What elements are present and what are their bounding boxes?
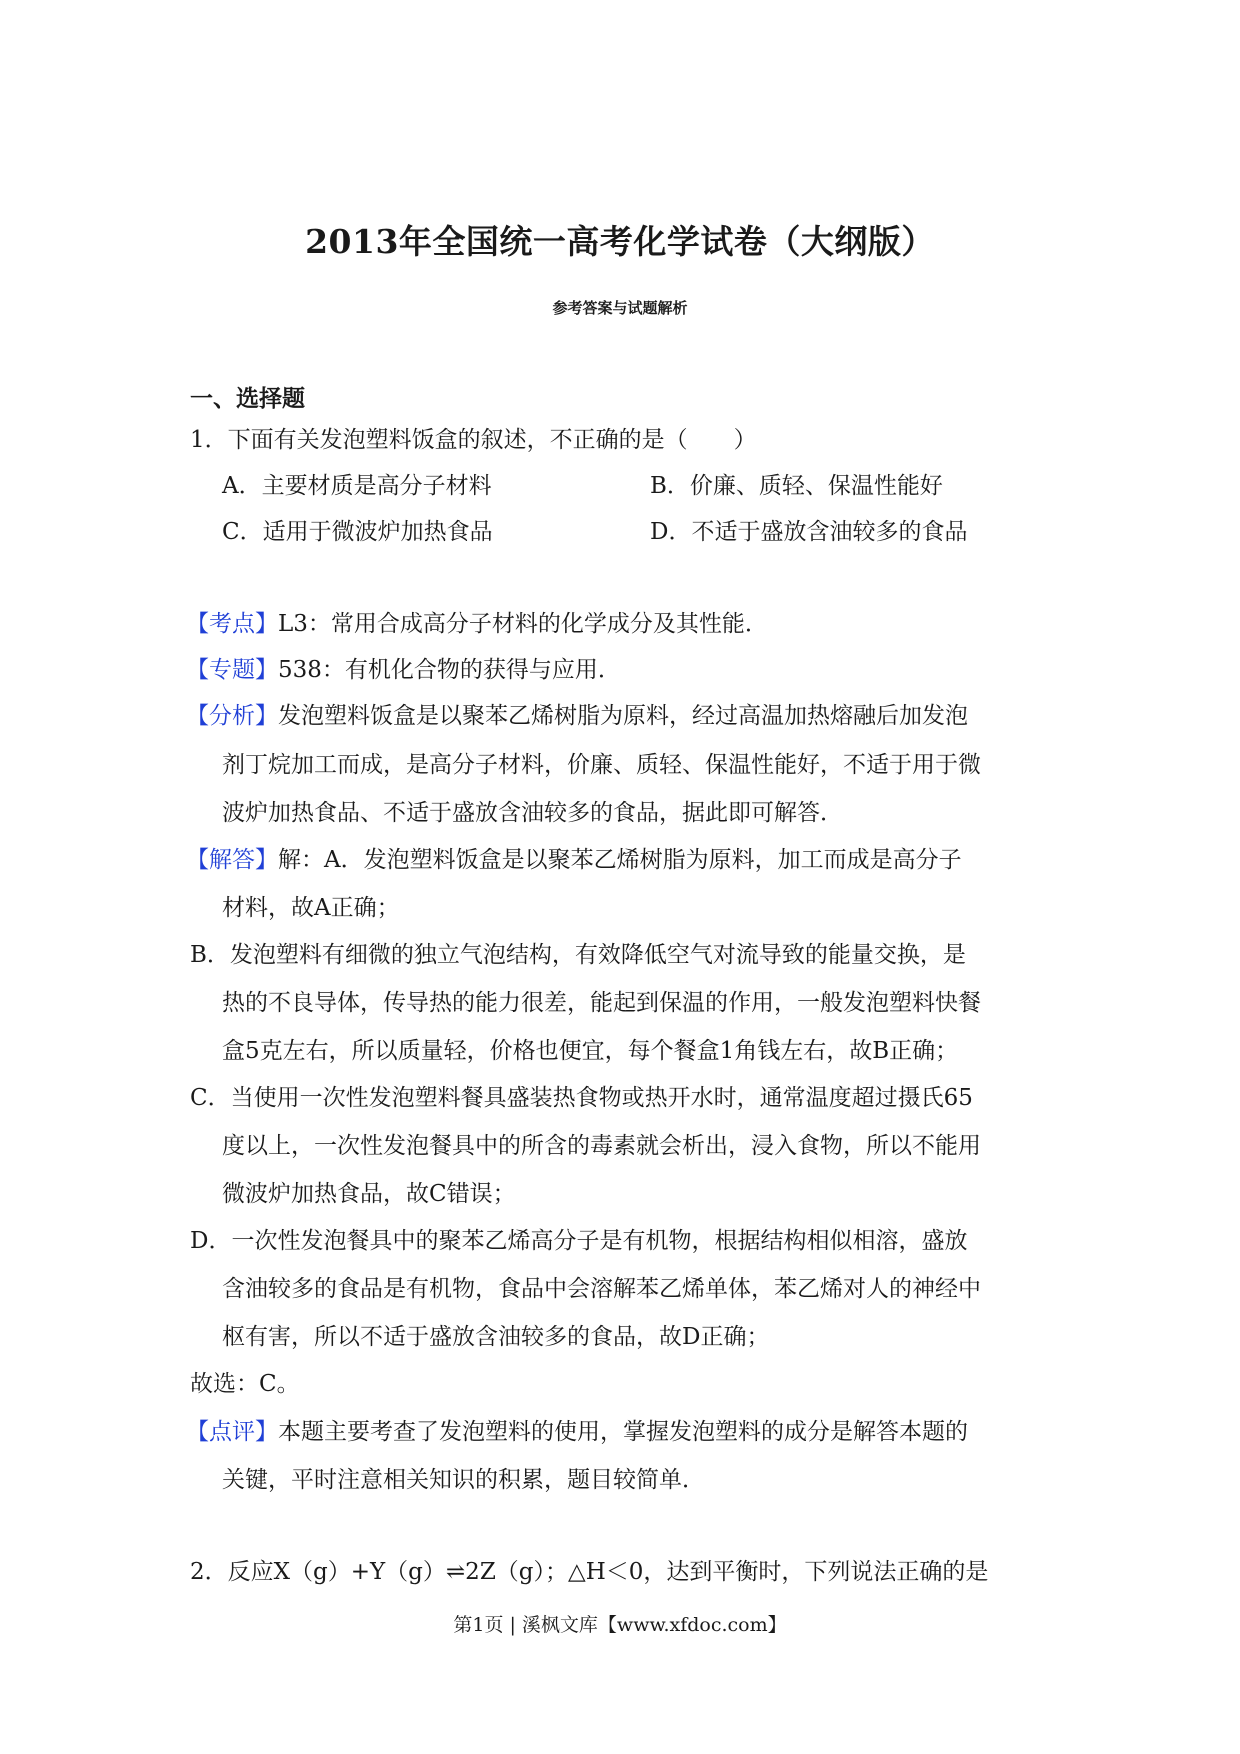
- kaodian-tag: 【考点】: [186, 611, 278, 637]
- jieda-text-line-3: B．发泡塑料有细微的独立气泡结构，有效降低空气对流导致的能量交换，是: [190, 942, 966, 968]
- page-subtitle: 参考答案与试题解析: [552, 299, 688, 317]
- jieda-text-line-1: 解：A．发泡塑料饭盒是以聚苯乙烯树脂为原料，加工而成是高分子: [278, 847, 962, 873]
- fenxi-text-line-3: 波炉加热食品、不适于盛放含油较多的食品，据此即可解答．: [222, 800, 843, 826]
- jieda-text-line-7: 度以上，一次性发泡餐具中的所含的毒素就会析出，浸入食物，所以不能用: [222, 1133, 981, 1159]
- question-1-option-b: B．价廉、质轻、保温性能好: [650, 473, 943, 499]
- jieda-text-line-10: 含油较多的食品是有机物，食品中会溶解苯乙烯单体，苯乙烯对人的神经中: [222, 1276, 981, 1302]
- question-1-option-d: D．不适于盛放含油较多的食品: [650, 519, 968, 545]
- zhuanti-row: [186, 655, 621, 685]
- fenxi-tag: 【分析】: [186, 703, 278, 729]
- question-1-stem: 1．下面有关发泡塑料饭盒的叙述，不正确的是（ ）: [190, 427, 757, 453]
- dianping-text-line-2: 关键，平时注意相关知识的积累，题目较简单．: [222, 1467, 705, 1493]
- jieda-text-line-4: 热的不良导体，传导热的能力很差，能起到保温的作用，一般发泡塑料快餐: [222, 990, 981, 1016]
- dianping-row: [186, 1417, 968, 1447]
- jieda-text-line-8: 微波炉加热食品，故C错误；: [222, 1181, 516, 1207]
- kaodian-row: [186, 609, 768, 639]
- jieda-conclusion: 故选：C。: [190, 1371, 300, 1397]
- fenxi-text-line-1: 发泡塑料饭盒是以聚苯乙烯树脂为原料，经过高温加热熔融后加发泡: [278, 703, 968, 729]
- section-heading: 一、选择题: [190, 385, 305, 412]
- page-title: 2013年全国统一高考化学试卷（大纲版）: [305, 222, 935, 261]
- dianping-text-line-1: 本题主要考查了发泡塑料的使用，掌握发泡塑料的成分是解答本题的: [278, 1419, 968, 1445]
- jieda-text-line-5: 盒5克左右，所以质量轻，价格也便宜，每个餐盒1角钱左右，故B正确；: [222, 1038, 959, 1064]
- jieda-text-line-9: D．一次性发泡餐具中的聚苯乙烯高分子是有机物，根据结构相似相溶，盛放: [190, 1228, 968, 1254]
- zhuanti-text: 538：有机化合物的获得与应用．: [278, 657, 621, 683]
- fenxi-text-line-2: 剂丁烷加工而成，是高分子材料，价廉、质轻、保温性能好，不适于用于微: [222, 752, 981, 778]
- jieda-tag: 【解答】: [186, 847, 278, 873]
- fenxi-row: [186, 701, 968, 731]
- page-footer: 第1页 | 溪枫文库【www.xfdoc.com】: [453, 1614, 787, 1636]
- question-2-stem: 2．反应X（g）+Y（g）⇌2Z（g）；△H＜0，达到平衡时，下列说法正确的是: [190, 1559, 989, 1585]
- zhuanti-tag: 【专题】: [186, 657, 278, 683]
- dianping-tag: 【点评】: [186, 1419, 278, 1445]
- jieda-row: [186, 845, 962, 875]
- question-1-option-c: C．适用于微波炉加热食品: [222, 519, 493, 545]
- question-1-option-a: A．主要材质是高分子材料: [222, 473, 492, 499]
- jieda-text-line-6: C．当使用一次性发泡塑料餐具盛装热食物或热开水时，通常温度超过摄氏65: [190, 1085, 973, 1111]
- jieda-text-line-2: 材料，故A正确；: [222, 895, 400, 921]
- kaodian-text: L3：常用合成高分子材料的化学成分及其性能．: [278, 611, 768, 637]
- jieda-text-line-11: 枢有害，所以不适于盛放含油较多的食品，故D正确；: [222, 1324, 770, 1350]
